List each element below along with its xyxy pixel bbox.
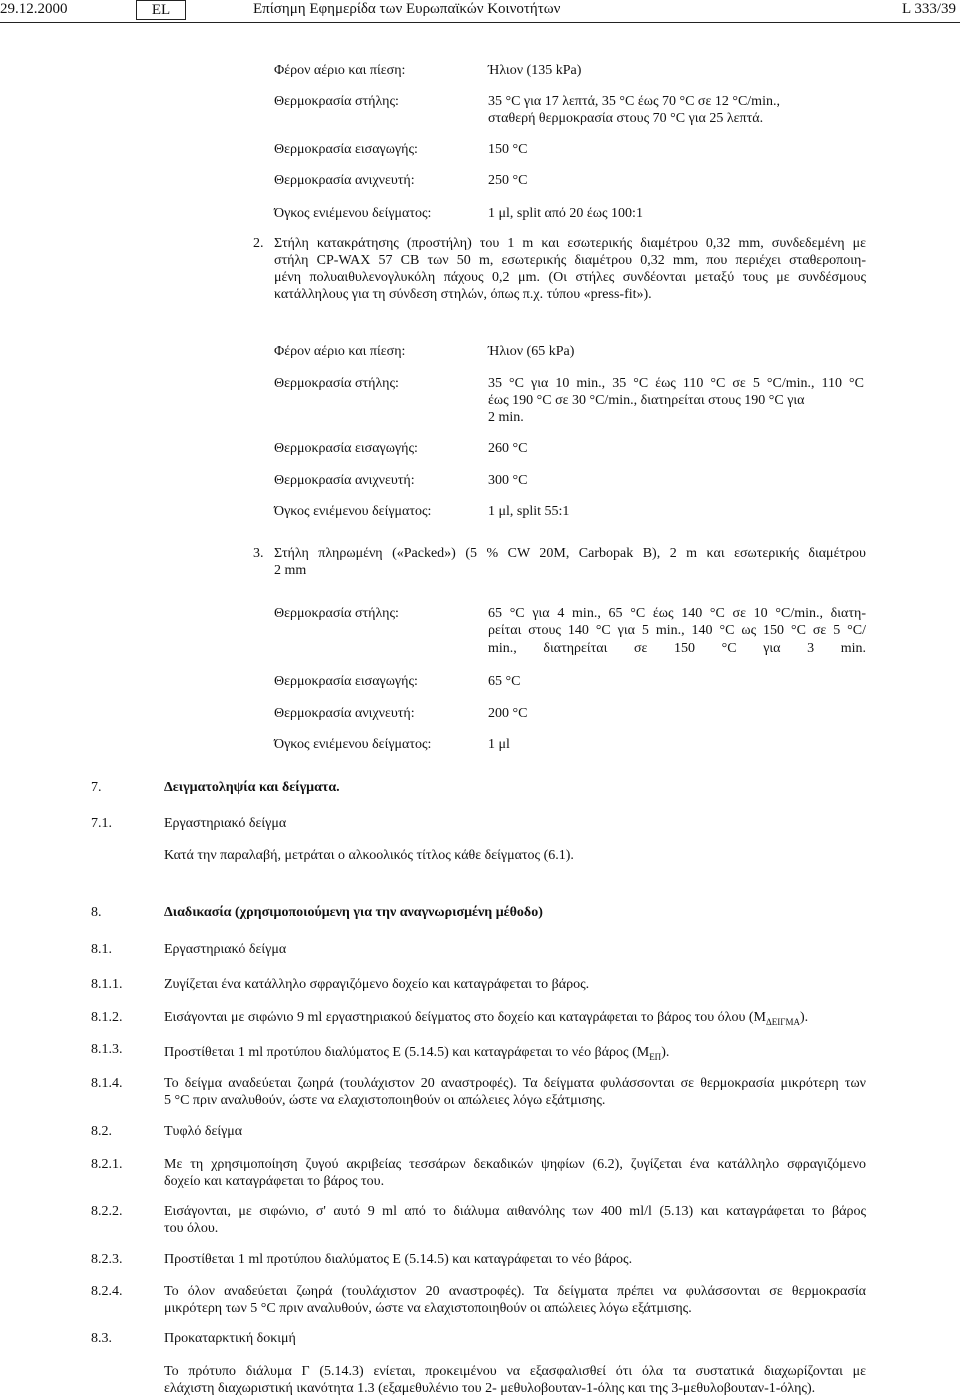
section-number: 7.1. — [91, 816, 112, 831]
param-label: Θερμοκρασία εισαγωγής: — [274, 674, 418, 689]
param-value: 35 °C για 10 min., 35 °C έως 110 °C σε 5 °C/min., 110 °C — [488, 376, 864, 391]
param-label: Θερμοκρασία εισαγωγής: — [274, 441, 418, 456]
body-text: Εισάγονται, με σιφώνιο, σ' αυτό 9 ml από το διάλυμα αιθανόλης των 400 ml/l (5.13) και καταγράφεται το βάρος — [164, 1204, 866, 1219]
param-label: Θερμοκρασία στήλης: — [274, 376, 399, 391]
body-text: Το πρότυπο διάλυμα Γ (5.14.3) ενίεται, προκειμένου να εξασφαλισθεί ότι όλα τα συστατικά διαχωρίζονται με — [164, 1364, 866, 1379]
section-number: 8. — [91, 905, 102, 920]
journal-title: Επίσημη Εφημερίδα των Ευρωπαϊκών Κοινοτήτων — [253, 1, 561, 17]
body-text: Προστίθεται 1 ml προτύπου διαλύματος Ε (5.14.5) και καταγράφεται το νέο βάρος. — [164, 1252, 633, 1267]
section-number: 8.2.2. — [91, 1204, 123, 1219]
subscript-label: ΔΕΙΓΜΑ — [766, 1016, 800, 1027]
body-text-end: ). — [800, 1010, 809, 1025]
param-value-cont: έως 190 °C σε 30 °C/min., διατηρείται στους 190 °C για — [488, 393, 805, 408]
body-text-cont: 5 °C πριν αναλυθούν, ώστε να ελαχιστοποιηθούν οι απώλειες λόγω εξάτμισης. — [164, 1093, 606, 1108]
paragraph-line: μένη πολυαιθυλενογλυκόλη πάχους 0,2 μm. (Οι στήλες συνδέονται μεταξύ τους με συνδέσμους — [274, 270, 866, 285]
param-value: 1 μl, split 55:1 — [488, 504, 570, 519]
param-value-cont: min., διατηρείται σε 150 °C για 3 min. — [488, 641, 866, 656]
body-text: Κατά την παραλαβή, μετράται ο αλκοολικός τίτλος κάθε δείγματος (6.1). — [164, 848, 574, 863]
param-value-cont: ρείται στους 140 °C για 5 min., 140 °C ως 150 °C σε 5 °C/ — [488, 623, 866, 638]
body-text — [164, 1044, 669, 1066]
param-value: Ήλιον (65 kPa) — [488, 344, 575, 359]
param-value: 260 °C — [488, 441, 528, 456]
param-label: Θερμοκρασία στήλης: — [274, 94, 399, 109]
subsection-heading: Προκαταρκτική δοκιμή — [164, 1331, 296, 1346]
param-value: 1 μl, split από 20 έως 100:1 — [488, 206, 643, 221]
body-text: Το δείγμα αναδεύεται ζωηρά (τουλάχιστον 20 αναστροφές). Τα δείγματα φυλάσσονται σε θερμοκρασία μικρότερη των — [164, 1076, 866, 1091]
param-value-cont: σταθερή θερμοκρασία στους 70 °C για 25 λεπτά. — [488, 111, 764, 126]
paragraph-line: Στήλη πληρωμένη («Packed») (5 % CW 20M, Carbopak B), 2 m και εσωτερικής διαμέτρου — [274, 546, 866, 561]
param-value: 250 °C — [488, 173, 528, 188]
paragraph-line: Στήλη κατακράτησης (προστήλη) του 1 m και εσωτερικής διαμέτρου 0,32 mm, συνδεδεμένη με — [274, 236, 866, 251]
page-header — [0, 0, 960, 22]
paragraph-line: στήλη CP-WAX 57 CB των 50 m, εσωτερικής διαμέτρου 0,32 mm, που περιέχει σταθεροποιη- — [274, 253, 866, 268]
section-number: 8.2.3. — [91, 1252, 123, 1267]
body-text: Ζυγίζεται ένα κατάλληλο σφραγιζόμενο δοχείο και καταγράφεται το βάρος. — [164, 977, 590, 992]
body-text: Με τη χρησιμοποίηση ζυγού ακριβείας τεσσάρων δεκαδικών ψηφίων (6.2), ζυγίζεται ένα κατάλληλο σφραγιζόμενο — [164, 1157, 866, 1172]
param-label: Θερμοκρασία ανιχνευτή: — [274, 706, 415, 721]
param-value: 300 °C — [488, 473, 528, 488]
param-value: 150 °C — [488, 142, 528, 157]
paragraph-line: κατάλληλους για τη σύνδεση στηλών, όπως π.χ. τύπου «press-fit»). — [274, 287, 652, 302]
body-text-cont: δοχείο και καταγράφεται το βάρος του. — [164, 1174, 385, 1189]
subscript-label: ΕΠ — [649, 1051, 662, 1062]
section-heading: Διαδικασία (χρησιμοποιούμενη για την αναγνωρισμένη μέθοδο) — [164, 905, 543, 920]
param-value-cont: 2 min. — [488, 410, 524, 425]
param-label: Όγκος ενιέμενου δείγματος: — [274, 206, 432, 221]
param-value: 35 °C για 17 λεπτά, 35 °C έως 70 °C σε 12 °C/min., — [488, 94, 780, 109]
param-value: 200 °C — [488, 706, 528, 721]
section-number: 8.2. — [91, 1124, 112, 1139]
section-number: 8.3. — [91, 1331, 112, 1346]
param-value: Ήλιον (135 kPa) — [488, 63, 582, 78]
body-text-main: Προστίθεται 1 ml προτύπου διαλύματος Ε (5.14.5) και καταγράφεται το νέο βάρος (M — [164, 1045, 650, 1060]
paragraph-line: 2 mm — [274, 563, 307, 578]
subsection-heading: Εργαστηριακό δείγμα — [164, 942, 287, 957]
section-number: 8.2.1. — [91, 1157, 123, 1172]
param-label: Θερμοκρασία στήλης: — [274, 606, 399, 621]
param-label: Φέρον αέριο και πίεση: — [274, 344, 406, 359]
section-number: 8.2.4. — [91, 1284, 123, 1299]
body-text-cont: του όλου. — [164, 1221, 219, 1236]
body-text: Το όλον αναδεύεται ζωηρά (τουλάχιστον 20 αναστροφές). Τα δείγματα πρέπει να φυλάσσονται σε θερμοκρασία — [164, 1284, 866, 1299]
param-label: Όγκος ενιέμενου δείγματος: — [274, 504, 432, 519]
param-label: Θερμοκρασία ανιχνευτή: — [274, 473, 415, 488]
item-number: 2. — [253, 236, 264, 251]
subsection-heading: Εργαστηριακό δείγμα — [164, 816, 287, 831]
header-date: 29.12.2000 — [0, 1, 68, 17]
param-value: 1 μl — [488, 737, 510, 752]
body-text-end: ). — [661, 1045, 670, 1060]
body-text — [164, 1009, 808, 1031]
param-label: Όγκος ενιέμενου δείγματος: — [274, 737, 432, 752]
item-number: 3. — [253, 546, 264, 561]
section-number: 8.1. — [91, 942, 112, 957]
section-heading: Δειγματοληψία και δείγματα. — [164, 780, 340, 795]
body-text-cont: ελάχιστη διαχωριστική ικανότητα 1.3 (εξαμεθυλένιο του 2- μεθυλοβουταν-1-όλης και της 3-μεθυλοβουταν-1-όλης). — [164, 1381, 816, 1396]
section-number: 8.1.3. — [91, 1042, 123, 1057]
param-label: Θερμοκρασία ανιχνευτή: — [274, 173, 415, 188]
param-value: 65 °C για 4 min., 65 °C έως 140 °C σε 10 °C/min., διατη- — [488, 606, 866, 621]
header-rule — [0, 22, 960, 23]
param-label: Φέρον αέριο και πίεση: — [274, 63, 406, 78]
section-number: 8.1.1. — [91, 977, 123, 992]
body-text-cont: μικρότερη των 5 °C πριν αναλυθούν, ώστε να ελαχιστοποιηθούν οι απώλειες λόγω εξάτμισης. — [164, 1301, 692, 1316]
body-text-main: Εισάγονται με σιφώνιο 9 ml εργαστηριακού δείγματος στο δοχείο και καταγράφεται το βάρος του όλου (M — [164, 1010, 766, 1025]
param-label: Θερμοκρασία εισαγωγής: — [274, 142, 418, 157]
param-value: 65 °C — [488, 674, 521, 689]
language-badge: EL — [136, 0, 186, 20]
section-number: 8.1.4. — [91, 1076, 123, 1091]
subsection-heading: Τυφλό δείγμα — [164, 1124, 243, 1139]
page-number: L 333/39 — [901, 1, 956, 17]
section-number: 7. — [91, 780, 102, 795]
section-number: 8.1.2. — [91, 1010, 123, 1025]
